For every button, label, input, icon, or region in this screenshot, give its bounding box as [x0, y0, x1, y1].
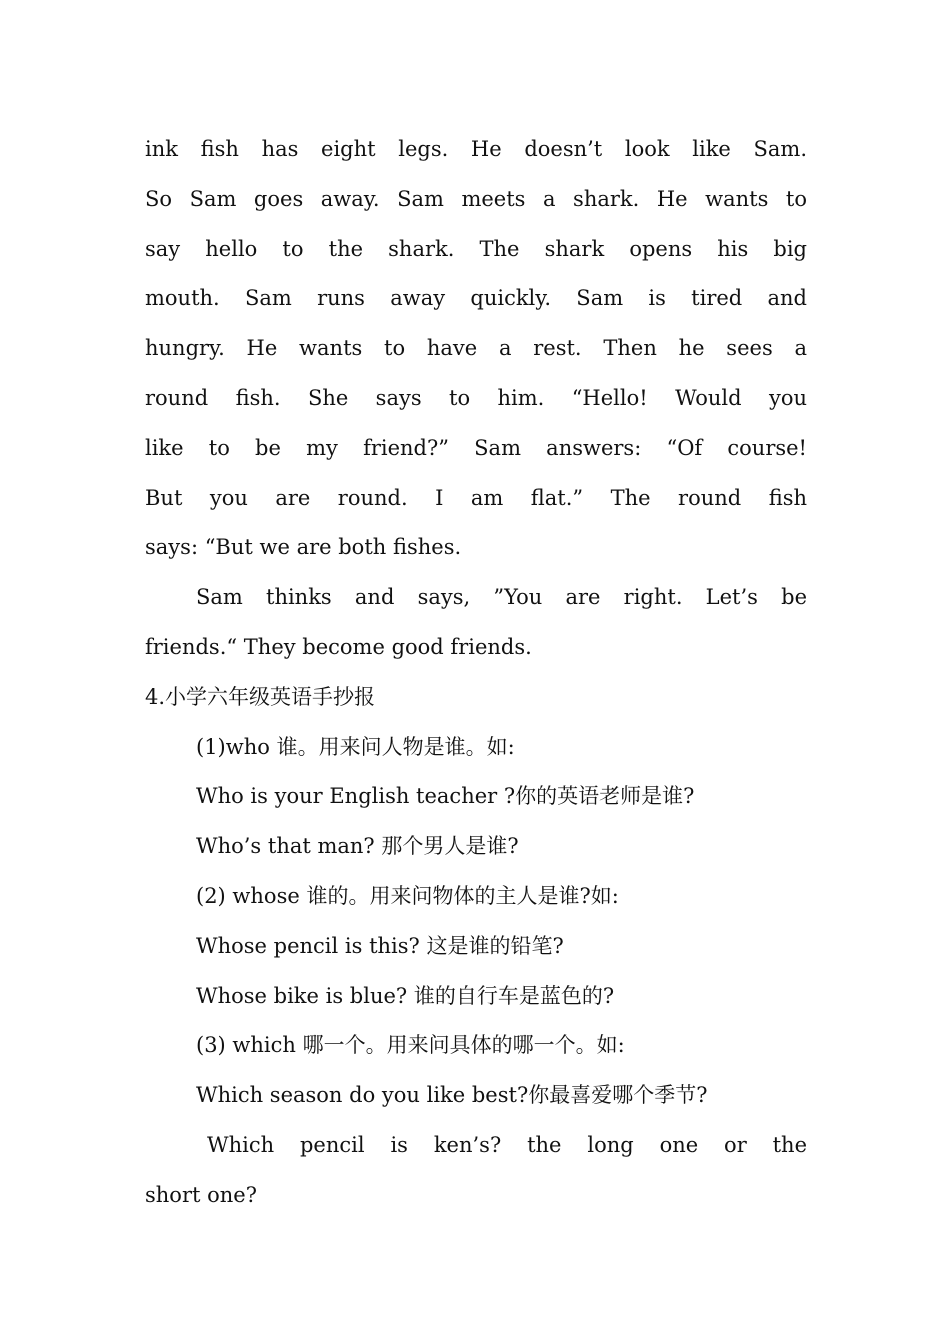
story-line: say hello to the shark. The shark opens his big	[145, 236, 807, 261]
grammar-line: Whose pencil is this? 这是谁的铅笔?	[196, 933, 564, 958]
story-line: So Sam goes away. Sam meets a shark. He wants to	[145, 186, 807, 211]
grammar-line: Who is your English teacher ?你的英语老师是谁?	[196, 784, 695, 809]
story-paragraph-line: friends.“ They become good friends.	[145, 634, 532, 659]
grammar-line: Whose bike is blue? 谁的自行车是蓝色的?	[196, 983, 615, 1008]
story-line: mouth. Sam runs away quickly. Sam is tired and	[145, 286, 807, 311]
grammar-line: Which pencil is ken’s? the long one or the	[207, 1132, 807, 1157]
grammar-line: short one?	[145, 1182, 257, 1207]
story-line: hungry. He wants to have a rest. Then he sees a	[145, 336, 807, 361]
story-line: says: “But we are both fishes.	[145, 535, 462, 560]
story-line: But you are round. I am flat.” The round fish	[145, 485, 807, 510]
grammar-line: (2) whose 谁的。用来问物体的主人是谁?如:	[196, 883, 619, 908]
section-heading: 4.小学六年级英语手抄报	[145, 684, 376, 709]
story-paragraph-line: Sam thinks and says, ”You are right. Let’s be	[196, 585, 807, 610]
grammar-line: (3) which 哪一个。用来问具体的哪一个。如:	[196, 1033, 625, 1058]
story-line: like to be my friend?” Sam answers: “Of course!	[145, 435, 807, 460]
grammar-line: Who’s that man? 那个男人是谁?	[196, 834, 519, 859]
grammar-line: Which season do you like best?你最喜爱哪个季节?	[196, 1083, 708, 1108]
story-line: round fish. She says to him. “Hello! Would you	[145, 385, 807, 410]
story-line: ink fish has eight legs. He doesn’t look like Sam.	[145, 137, 807, 161]
grammar-line: (1)who 谁。用来问人物是谁。如:	[196, 734, 515, 759]
document-text	[145, 125, 807, 1221]
